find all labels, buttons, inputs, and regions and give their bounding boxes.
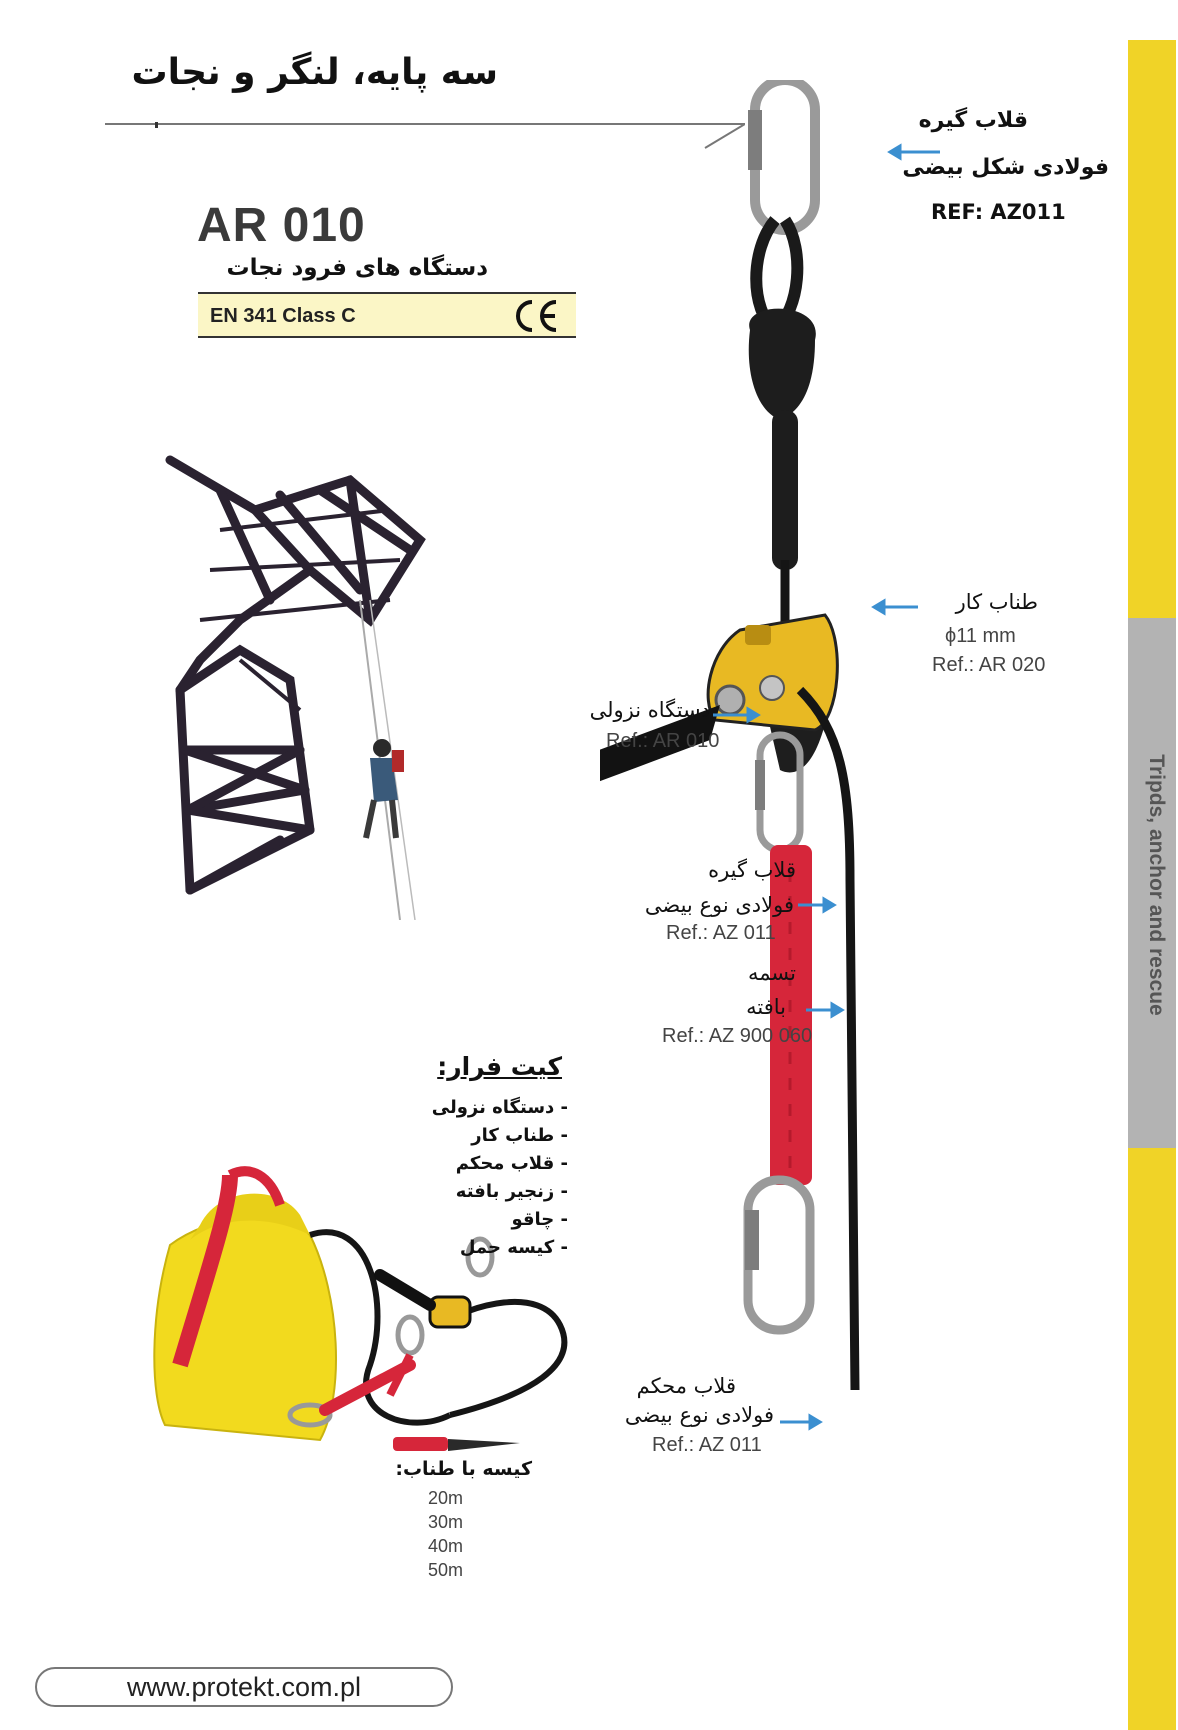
list-item: - زنجیر بافته xyxy=(455,1181,568,1202)
standard-box xyxy=(198,292,576,338)
pylon-photo xyxy=(160,450,520,920)
rope-label: طناب کار xyxy=(955,590,1038,614)
list-item: - طناب کار xyxy=(471,1125,568,1146)
list-item: 40m xyxy=(428,1536,464,1556)
list-item: - دستگاه نزولی xyxy=(431,1097,568,1118)
list-item: 30m xyxy=(428,1512,464,1532)
product-code: AR 010 xyxy=(197,199,366,252)
mid-carabiner-label-line1: قلاب گیره xyxy=(708,858,796,882)
bottom-carabiner-label-line1: قلاب محکم xyxy=(636,1374,736,1398)
side-tab-label-wrap xyxy=(1138,754,1168,1016)
list-item: 50m xyxy=(428,1560,464,1580)
bottom-carabiner-label-line2: فولادی نوع بیضی xyxy=(624,1403,774,1427)
escape-kit-photo xyxy=(110,1065,670,1495)
side-tab-top xyxy=(1128,40,1176,618)
list-item: - چاقو xyxy=(511,1209,568,1230)
bag-with-rope-title: کیسه با طناب: xyxy=(395,1458,532,1480)
list-item: - کیسه حمل xyxy=(459,1237,568,1258)
bottom-carabiner-ref: Ref.: AZ 011 xyxy=(652,1434,762,1456)
website-box[interactable] xyxy=(35,1667,453,1707)
escape-kit-list xyxy=(432,1094,568,1262)
sling-label-line1: تسمه xyxy=(748,961,796,985)
rope-length-list xyxy=(428,1486,463,1582)
descender-label: دستگاه نزولی xyxy=(589,698,710,722)
top-carabiner-label-line2: فولادی شکل بیضی xyxy=(902,155,1109,180)
mid-carabiner-label-line2: فولادی نوع بیضی xyxy=(644,893,794,917)
ce-mark-icon xyxy=(512,297,562,335)
top-carabiner-ref: REF: AZ011 xyxy=(931,200,1066,224)
product-name: دستگاه های فرود نجات xyxy=(226,255,488,281)
rescue-assembly-image xyxy=(600,80,1020,1560)
descender-ref: Ref.: AR 010 xyxy=(606,730,720,752)
list-item: 20m xyxy=(428,1488,464,1508)
top-carabiner-label-line1: قلاب گیره xyxy=(918,108,1028,133)
side-tab-bottom xyxy=(1128,1148,1176,1730)
standard-label: EN 341 Class C xyxy=(210,305,356,327)
escape-kit-title: کیت فرار: xyxy=(437,1052,562,1081)
rope-ref: Ref.: AR 020 xyxy=(932,654,1046,676)
list-item: - قلاب محکم xyxy=(455,1153,568,1174)
section-label: Tripds, anchor and rescue xyxy=(1145,754,1168,1016)
sling-label-line2: بافته xyxy=(746,995,786,1019)
website-link[interactable]: www.protekt.com.pl xyxy=(126,1672,362,1702)
mid-carabiner-ref: Ref.: AZ 011 xyxy=(666,922,776,944)
sling-ref: Ref.: AZ 900 060 xyxy=(662,1025,813,1047)
page-title: سه پایه، لنگر و نجات xyxy=(131,52,498,93)
rope-diameter: ϕ11 mm xyxy=(945,625,1016,647)
